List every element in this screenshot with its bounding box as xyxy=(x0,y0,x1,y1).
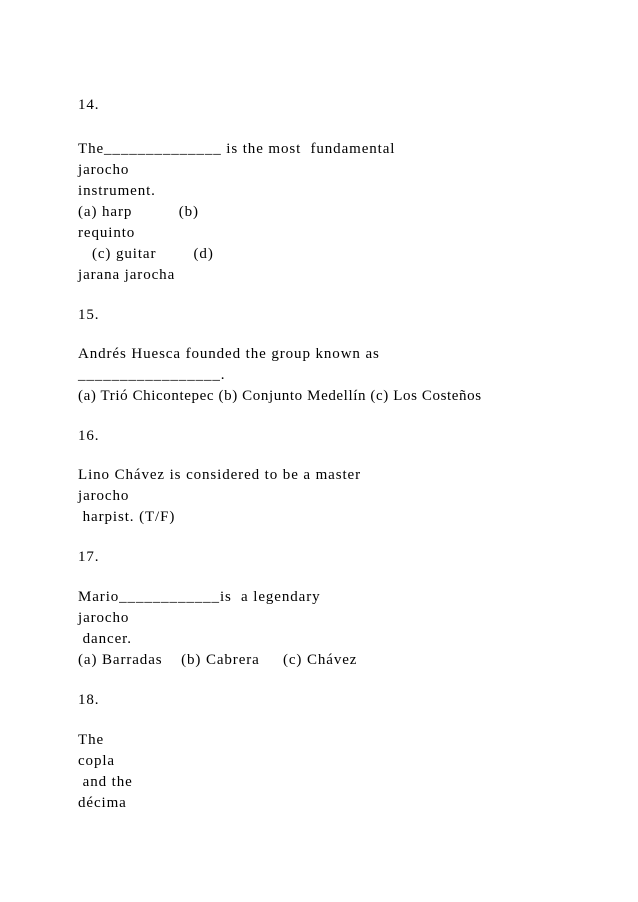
question-17-text-line: Mario____________is a legendary xyxy=(78,589,321,605)
question-16-text-line: harpist. (T/F) xyxy=(78,509,176,525)
question-17-number: 17. xyxy=(78,549,100,565)
question-14-option-line: jarana jarocha xyxy=(78,267,176,283)
question-16-text-line: jarocho xyxy=(78,488,130,504)
question-14-option-line: (c) guitar (d) xyxy=(78,246,214,262)
question-14-number: 14. xyxy=(78,97,100,113)
question-18-number: 18. xyxy=(78,692,100,708)
question-18-text-line: copla xyxy=(78,753,115,769)
question-17-option-line: (a) Barradas (b) Cabrera (c) Chávez xyxy=(78,652,358,668)
question-16-text-line: Lino Chávez is considered to be a master xyxy=(78,467,362,483)
question-14-text-line: The______________ is the most fundamental xyxy=(78,141,396,157)
question-15-option-line: (a) Trió Chicontepec (b) Conjunto Medellín (c) Los Costeños xyxy=(78,388,482,404)
question-15-text-line: Andrés Huesca founded the group known as xyxy=(78,346,380,362)
question-15-number: 15. xyxy=(78,307,100,323)
question-18-text-line: The xyxy=(78,732,105,748)
question-16-number: 16. xyxy=(78,428,100,444)
question-17-text-line: jarocho xyxy=(78,610,130,626)
question-14-option-line: requinto xyxy=(78,225,136,241)
question-14-text-line: jarocho xyxy=(78,162,130,178)
question-15-blank-line: _________________. xyxy=(78,367,226,383)
question-18-text-line: and the xyxy=(78,774,133,790)
question-18-text-line: décima xyxy=(78,795,127,811)
question-14-option-line: (a) harp (b) xyxy=(78,204,199,220)
question-17-text-line: dancer. xyxy=(78,631,132,647)
question-14-text-line: instrument. xyxy=(78,183,156,199)
